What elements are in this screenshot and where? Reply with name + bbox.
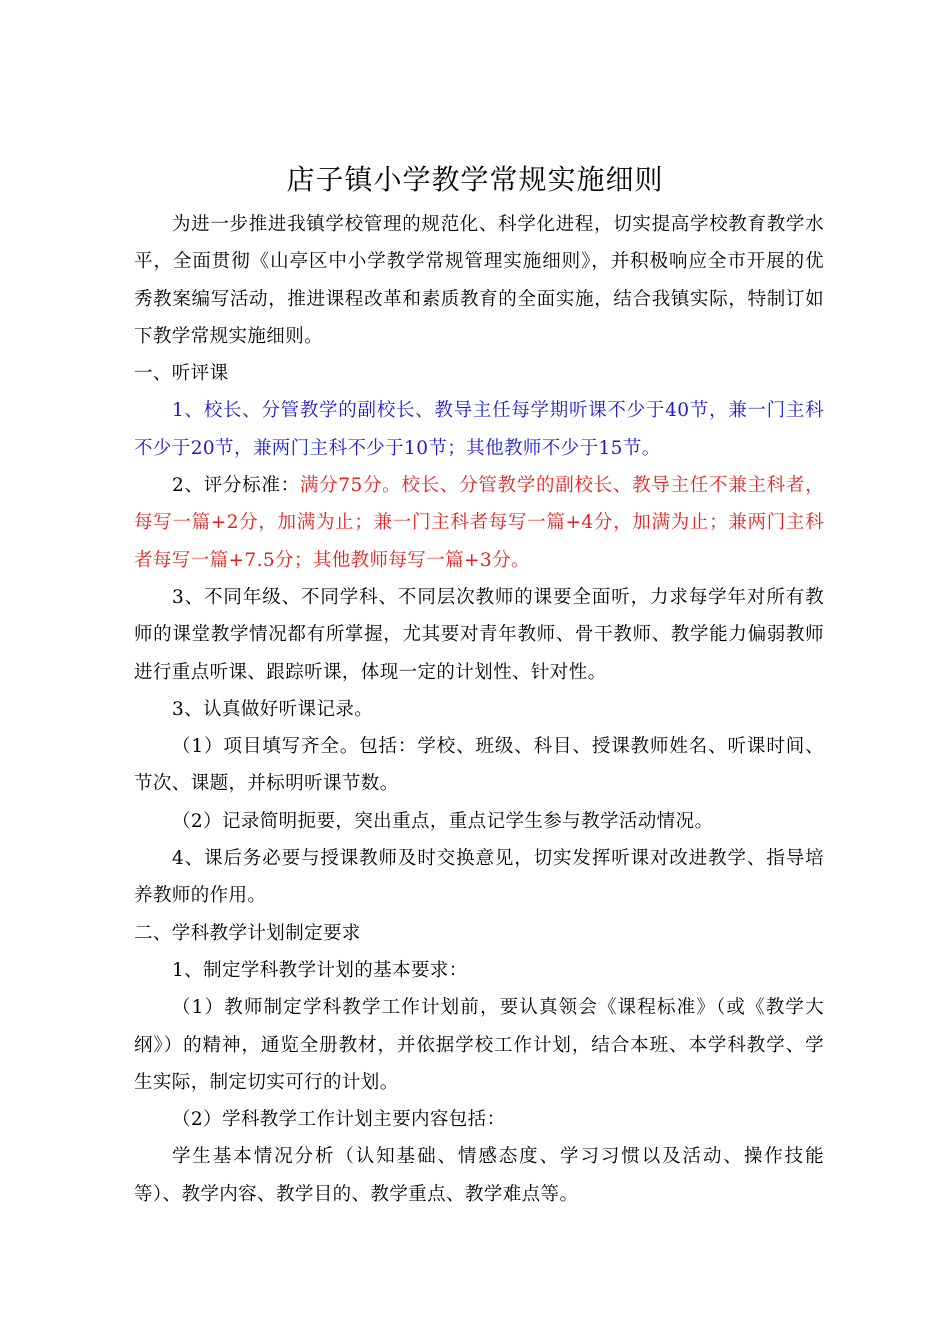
- listening-rule-2: [134, 467, 824, 579]
- document-body: [134, 206, 824, 1213]
- listening-rule-3: 3、不同年级、不同学科、不同层次教师的课要全面听，力求每学年对所有教师的课堂教学情况都有所掌握，尤其要对青年教师、骨干教师、教学能力偏弱教师进行重点听课、跟踪听课，体现一定的计划性、针对性。: [134, 586, 824, 683]
- plan-rule-1: 1、制定学科教学计划的基本要求：: [172, 959, 468, 981]
- scoring-standard: 满分75分。校长、分管教学的副校长、教导主任不兼主科者，每写一篇+2分，加满为止；兼一门主科者每写一篇+4分，加满为止；兼两门主科者每写一篇+7.5分；其他教师每写一篇+3分。: [134, 475, 824, 571]
- plan-item-2-content: 学生基本情况分析（认知基础、情感态度、学习习惯以及活动、操作技能等）、教学内容、教学目的、教学重点、教学难点等。: [134, 1146, 824, 1205]
- plan-item-1: （1）教师制定学科教学工作计划前，要认真领会《课程标准》（或《教学大纲》）的精神，通览全册教材，并依据学校工作计划，结合本班、本学科教学、学生实际，制定切实可行的计划。: [134, 997, 824, 1093]
- record-item-1: （1）项目填写齐全。包括：学校、班级、科目、授课教师姓名、听课时间、节次、课题，并标明听课节数。: [134, 736, 824, 795]
- plan-item-2: （2）学科教学工作计划主要内容包括：: [172, 1109, 506, 1131]
- intro-paragraph: 为进一步推进我镇学校管理的规范化、科学化进程，切实提高学校教育教学水平，全面贯彻《山亭区中小学教学常规管理实施细则》，并积极响应全市开展的优秀教案编写活动，推进课程改革和素质教育的全面实施，结合我镇实际，特制订如下教学常规实施细则。: [134, 214, 824, 347]
- scoring-label: 2、评分标准：: [172, 475, 300, 497]
- page-title: 店子镇小学教学常规实施细则: [286, 163, 664, 196]
- listening-rule-3b: 3、认真做好听课记录。: [172, 698, 374, 720]
- section-heading-plan: 二、学科教学计划制定要求: [134, 922, 361, 944]
- listening-rule-4: 4、课后务必要与授课教师及时交换意见，切实发挥听课对改进教学、指导培养教师的作用。: [134, 848, 824, 907]
- listening-rule-1: 1、校长、分管教学的副校长、教导主任每学期听课不少于40节，兼一门主科不少于20节，兼两门主科不少于10节；其他教师不少于15节。: [134, 400, 824, 459]
- section-heading-listening: 一、听评课: [134, 363, 229, 385]
- record-item-2: （2）记录简明扼要，突出重点，重点记学生参与教学活动情况。: [172, 810, 714, 832]
